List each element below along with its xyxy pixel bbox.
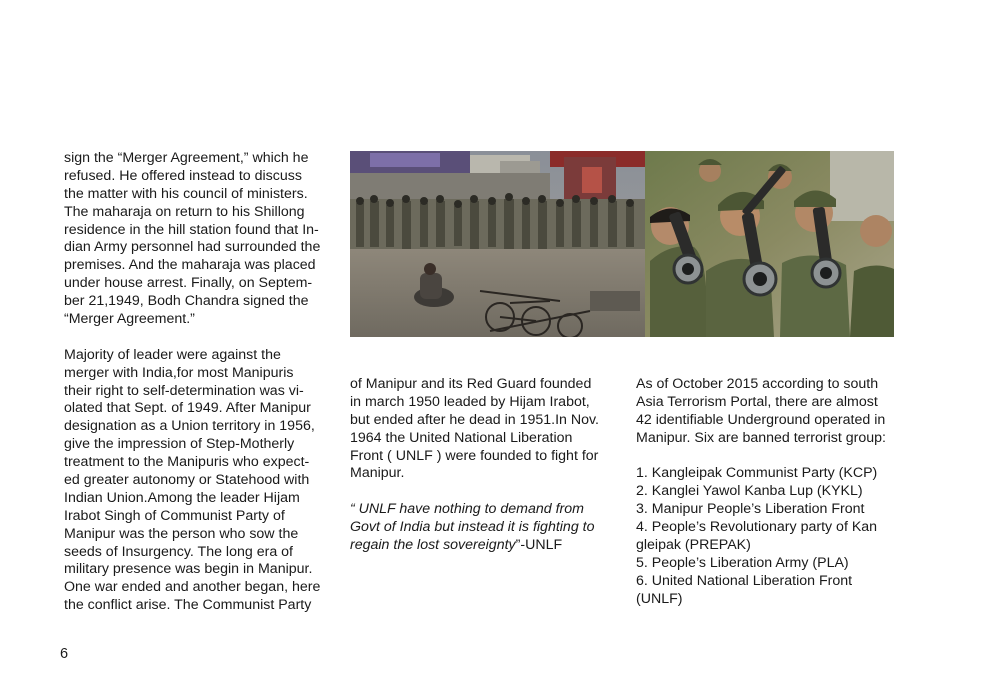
body-line: As of October 2015 according to south — [636, 376, 879, 392]
body-line: Manipur. Six are banned terrorist group: — [636, 429, 886, 446]
body-line: Front ( UNLF ) were founded to fight for — [350, 447, 599, 464]
body-line: military presence was begin in Manipur. — [64, 561, 313, 578]
list-item: 4. People’s Revolutionary party of Kan — [636, 519, 878, 536]
quote-line: Govt of India but instead it is fighting to — [350, 519, 595, 536]
paragraph-gap — [64, 329, 332, 347]
text-column-2 — [350, 376, 612, 555]
list-item: 6. United National Liberation Front — [636, 572, 853, 589]
list-item: gleipak (PREPAK) — [636, 537, 751, 554]
body-line: under house arrest. Finally, on Septem- — [64, 275, 313, 292]
page-number: 6 — [60, 646, 69, 662]
body-line: sign the “Merger Agreement,” which he — [64, 150, 309, 166]
body-line: merger with India,for most Manipuris — [64, 364, 294, 381]
body-line: 42 identifiable Underground operated in — [636, 411, 886, 428]
list-item: (UNLF) — [636, 590, 683, 607]
body-line: Manipur was the person who sow the — [64, 525, 299, 542]
body-line: seeds of Insurgency. The long era of — [64, 543, 293, 560]
body-line: their right to self-determination was vi- — [64, 382, 304, 399]
body-line: ed greater autonomy or Statehood with — [64, 472, 310, 489]
body-line: premises. And the maharaja was placed — [64, 257, 316, 274]
body-line: ber 21,1949, Bodh Chandra signed the — [64, 293, 309, 310]
text-column-1 — [64, 150, 332, 615]
body-line: The maharaja on return to his Shillong — [64, 203, 305, 220]
body-line: Indian Union.Among the leader Hijam — [64, 489, 300, 506]
list-item: 3. Manipur People’s Liberation Front — [636, 501, 865, 518]
list-item: 2. Kanglei Yawol Kanba Lup (KYKL) — [636, 483, 863, 500]
body-line: of Manipur and its Red Guard founded — [350, 376, 592, 392]
soldiers-scene — [645, 151, 894, 337]
body-line: give the impression of Step-Motherly — [64, 436, 295, 453]
text-column-3 — [636, 376, 906, 609]
quote-line-final — [350, 537, 612, 555]
list-item: 1. Kangleipak Communist Party (KCP) — [636, 465, 878, 482]
paragraph-gap — [350, 483, 612, 501]
body-line: One war ended and another began, here — [64, 579, 321, 596]
body-line: residence in the hill station found that In- — [64, 221, 319, 238]
body-line: in march 1950 leaded by Hijam Irabot, — [350, 393, 590, 410]
body-line: Manipur. — [350, 465, 405, 482]
body-line: designation as a Union territory in 1956, — [64, 418, 315, 435]
body-line: the matter with his council of ministers. — [64, 185, 308, 202]
news-photo — [350, 151, 894, 337]
body-line: Irabot Singh of Communist Party of — [64, 507, 285, 524]
body-line: Asia Terrorism Portal, there are almost — [636, 393, 878, 410]
quote-line: “ UNLF have nothing to demand from — [350, 501, 584, 518]
body-line: treatment to the Manipuris who expect- — [64, 454, 310, 471]
paragraph-gap — [636, 448, 906, 466]
body-line: refused. He offered instead to discuss — [64, 167, 302, 184]
body-line: olated that Sept. of 1949. After Manipur — [64, 400, 311, 417]
list-item: 5. People’s Liberation Army (PLA) — [636, 554, 849, 571]
quote-attribution: ”-UNLF — [515, 537, 563, 554]
body-line: the conflict arise. The Communist Party — [64, 597, 312, 614]
quote-text: regain the lost sovereignty — [350, 537, 516, 554]
body-line: dian Army personnel had surrounded the — [64, 239, 321, 256]
body-line: Majority of leader were against the — [64, 346, 281, 363]
news-photo-collage — [350, 151, 894, 337]
body-line: 1964 the United National Liberation — [350, 429, 573, 446]
body-line: but ended after he dead in 1951.In Nov. — [350, 411, 599, 428]
street-scene — [350, 151, 645, 337]
body-line: “Merger Agreement.” — [64, 311, 195, 328]
